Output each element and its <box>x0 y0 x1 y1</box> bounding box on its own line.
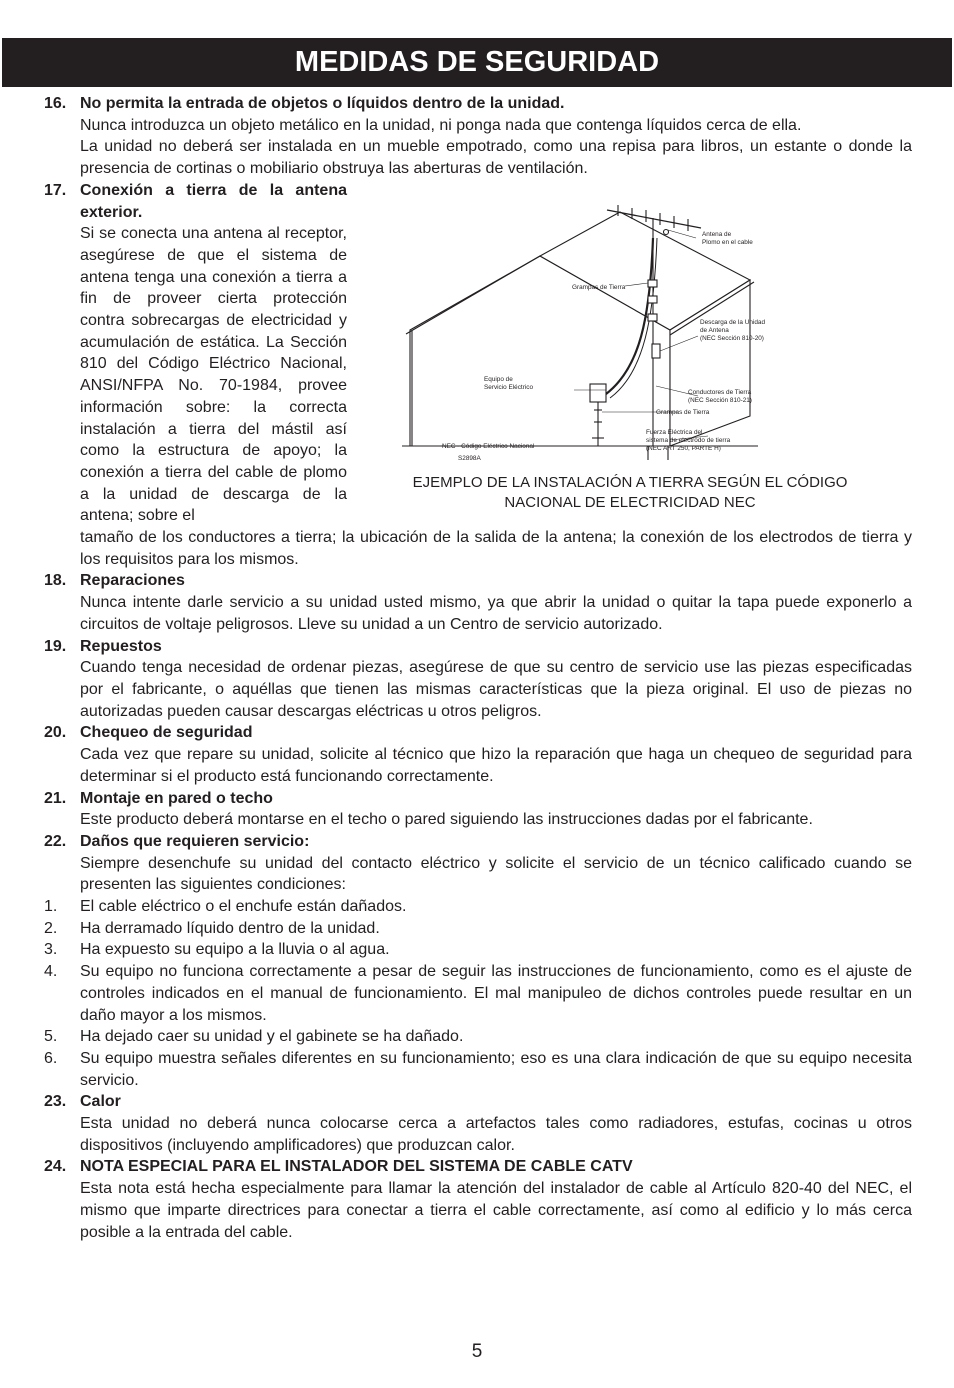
condition-number: 5. <box>44 1028 58 1046</box>
item-heading: Calor <box>80 1093 121 1111</box>
list-item-22 <box>44 831 912 896</box>
item-left-column <box>80 180 347 527</box>
item-text: Si se conecta una antena al receptor, asegúrese de que el sistema de antena tenga una conexión a tierra a fin de proveer cierta protección contra sobrecargas de electricidad y acumulación de estática. La Sección 810 del Código Eléctrico Nacional, ANSI/NFPA No. 70-1984, provee información sobre: la correcta instalación a tierra del mástil así como la estructura de apoyo; la conexión a tierra del cable de plomo a la unidad de descarga de la antena; sobre el <box>80 225 347 525</box>
item-text: La unidad no deberá ser instalada en un mueble empotrado, como una repisa para libros, un estante o donde la presencia de cortinas o mobiliario obstruya las aberturas de ventilación. <box>80 138 912 178</box>
label-code: S2898A <box>458 454 481 460</box>
item-heading: NOTA ESPECIAL PARA EL INSTALADOR DEL SISTEMA DE CABLE CATV <box>80 1158 633 1176</box>
item-number: 16. <box>44 95 67 112</box>
condition-text: Ha expuesto su equipo a la lluvia o al agua. <box>80 941 390 959</box>
label-grampas-bottom: Grampas de Tierra <box>656 408 710 416</box>
list-item-17 <box>44 180 912 571</box>
item-heading: Montaje en pared o techo <box>80 789 273 807</box>
condition-text: Su equipo muestra señales diferentes en su funcionamiento; eso es una clara indicación de que su equipo necesita servicio. <box>80 1049 912 1089</box>
page-title: MEDIDAS DE SEGURIDAD <box>2 38 952 87</box>
label-grampas-top: Grampas de Tierra <box>572 283 626 291</box>
label-descarga-1: Descarga de la Unidad <box>700 318 766 326</box>
label-conductores-1: Conductores de Tierra <box>688 388 752 396</box>
label-descarga-2: de Antena <box>700 326 729 334</box>
label-antena-2: Plomo en el cable <box>702 238 753 246</box>
item-heading: Reparaciones <box>80 572 185 590</box>
condition-text: Ha derramado líquido dentro de la unidad. <box>80 919 380 937</box>
safety-list <box>44 93 912 1243</box>
item-text: Cuando tenga necesidad de ordenar piezas, asegúrese de que su centro de servicio use las piezas especificadas por el fabricante, o aquéllas que tienen las mismas características que la pieza original. El uso de piezas no autorizadas pueden causar descargas eléctricas u otros peligros. <box>80 659 912 720</box>
label-fuerza-3: (NEC ART 250, PARTE H) <box>646 444 721 452</box>
list-item-23 <box>44 1091 912 1156</box>
item-number: 18. <box>44 572 67 590</box>
item-text: Este producto deberá montarse en el techo o pared siguiendo las instrucciones dadas por el fabricante. <box>80 811 813 829</box>
condition-number: 1. <box>44 898 58 916</box>
item-text: Esta nota está hecha especialmente para llamar la atención del instalador de cable al Artículo 820-40 del NEC, el mismo que imparte directrices para conectar a tierra el cable correctamente, así como al edificio y lo más cerca posible a la entrada del cable. <box>80 1180 912 1241</box>
condition-number: 2. <box>44 919 58 937</box>
item-heading: Chequeo de seguridad <box>80 724 253 742</box>
page-number: 5 <box>471 1341 483 1362</box>
condition-text: Ha dejado caer su unidad y el gabinete se ha dañado. <box>80 1028 464 1046</box>
item-text: Nunca introduzca un objeto metálico en la unidad, ni ponga nada que contenga líquidos cerca de ella. <box>80 116 802 134</box>
condition-item <box>44 939 912 961</box>
figure-caption: EJEMPLO DE LA INSTALACIÓN A TIERRA SEGÚN EL CÓDIGO NACIONAL DE ELECTRICIDAD NEC <box>412 473 848 511</box>
list-item-19 <box>44 636 912 723</box>
label-fuerza-2: sistema de electrodo de tierra <box>646 436 731 444</box>
label-equipo-1: Equipo de <box>484 375 513 383</box>
list-item-20 <box>44 722 912 787</box>
item-number: 22. <box>44 832 67 850</box>
condition-text: Su equipo no funciona correctamente a pesar de seguir las instrucciones de funcionamiento, como es el ajuste de controles indicados en el manual de funcionamiento. El mal manipuleo de dichos controles puede resultar en un daño mayor a los mismos. <box>80 963 912 1024</box>
item-number: 24. <box>44 1158 67 1176</box>
item-heading: Conexión a tierra de la antena exterior. <box>80 181 347 221</box>
item-number: 23. <box>44 1093 67 1111</box>
item-number: 19. <box>44 637 67 655</box>
item-heading: No permita la entrada de objetos o líquidos dentro de la unidad. <box>80 95 565 112</box>
condition-text: El cable eléctrico o el enchufe están dañados. <box>80 898 407 916</box>
item-text: Esta unidad no deberá nunca colocarse cerca a artefactos tales como radiadores, estufas, cocinas u otros dispositivos (incluyendo amplificadores) que produzcan calor. <box>80 1115 912 1154</box>
label-fuerza-1: Fuerza Eléctrica del <box>646 428 703 436</box>
electric-service-box <box>590 384 606 402</box>
label-nec: NEC - Código Eléctrico Nacional <box>442 442 535 450</box>
item-number: 20. <box>44 724 67 742</box>
list-item-21 <box>44 788 912 831</box>
grounding-diagram-figure <box>378 198 882 513</box>
item-heading: Repuestos <box>80 637 162 655</box>
item-text: Siempre desenchufe su unidad del contacto eléctrico y solicite el servicio de un técnico calificado cuando se presenten las siguientes condiciones: <box>80 854 912 894</box>
label-antena-1: Antena de <box>702 230 732 238</box>
label-equipo-2: Servicio Eléctrico <box>484 383 534 391</box>
item-text: Cada vez que repare su unidad, solicite al técnico que hizo la reparación que haga un chequeo de seguridad para determinar si el producto está funcionando correctamente. <box>80 746 912 785</box>
list-item-16 <box>44 93 912 180</box>
condition-item <box>44 1048 912 1091</box>
condition-item <box>44 961 912 1026</box>
label-descarga-3: (NEC Sección 810-20) <box>700 334 764 342</box>
list-item-18 <box>44 570 912 635</box>
label-conductores-2: (NEC Sección 810-21) <box>688 396 752 404</box>
condition-number: 6. <box>44 1049 58 1067</box>
discharge-unit <box>652 344 660 358</box>
condition-number: 4. <box>44 963 58 981</box>
condition-item <box>44 896 912 918</box>
list-item-24 <box>44 1156 912 1243</box>
condition-number: 3. <box>44 941 58 959</box>
item-text: Nunca intente darle servicio a su unidad usted mismo, ya que abrir la unidad o quitar la tapa puede exponerlo a circuitos de voltaje peligrosos. Lleve su unidad a un Centro de servicio autorizado. <box>80 594 912 633</box>
antenna-grounding-diagram <box>378 198 882 460</box>
item-number: 17. <box>44 181 67 199</box>
condition-item <box>44 918 912 940</box>
item-heading: Daños que requieren servicio: <box>80 832 310 850</box>
condition-item <box>44 1026 912 1048</box>
item-number: 21. <box>44 789 67 807</box>
item-text: tamaño de los conductores a tierra; la ubicación de la salida de la antena; la conexión de los electrodos de tierra y los requisitos para los mismos. <box>80 529 912 568</box>
